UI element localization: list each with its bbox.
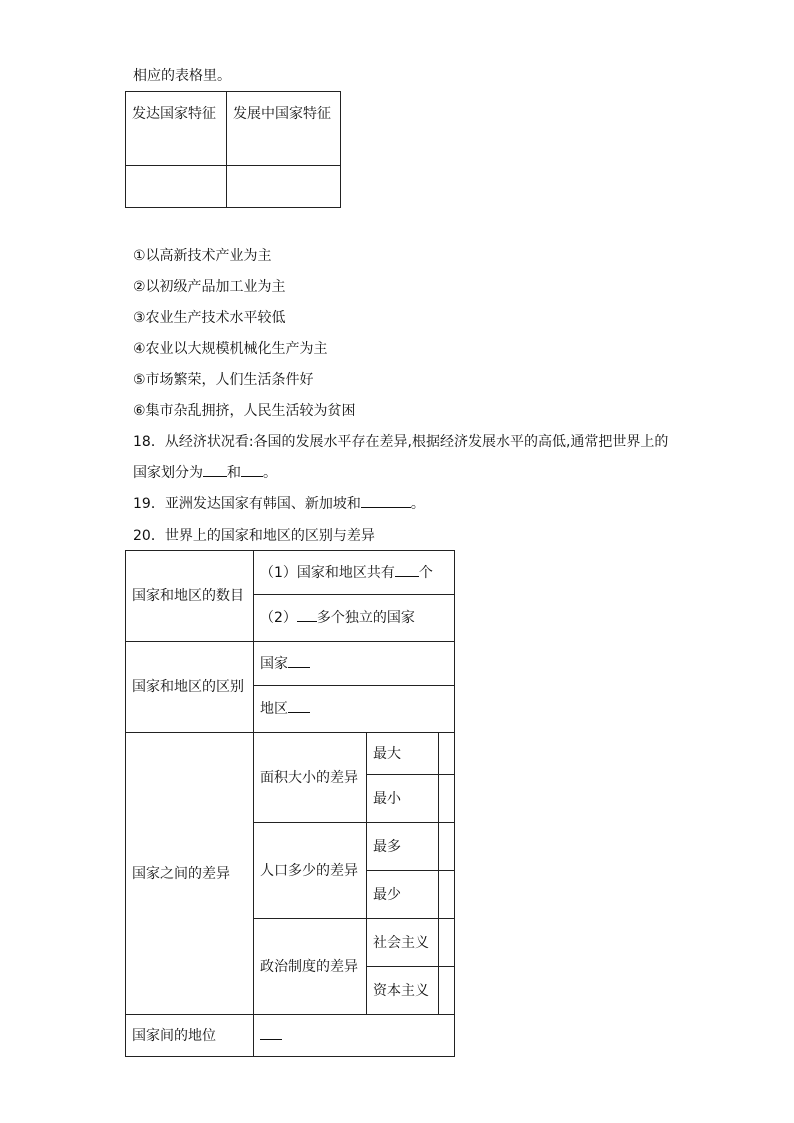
option-2: ②以初级产品加工业为主 — [133, 279, 286, 295]
population-min-label: 最少 — [367, 871, 439, 919]
q19-line: 19．亚洲发达国家有韩国、新加坡和 。 — [133, 496, 425, 512]
count-blank-1[interactable] — [395, 564, 419, 577]
option-6: ⑥集市杂乱拥挤，人民生活较为贫困 — [133, 403, 356, 419]
area-max-answer[interactable] — [439, 733, 455, 775]
q19-blank[interactable] — [361, 495, 411, 508]
country-blank[interactable] — [288, 655, 310, 668]
q18-blank-1[interactable] — [203, 464, 227, 477]
socialism-answer[interactable] — [439, 919, 455, 967]
area-max-label: 最大 — [367, 733, 439, 775]
q18-blank-2[interactable] — [241, 464, 263, 477]
population-max-answer[interactable] — [439, 823, 455, 871]
label-between: 国家之间的差异 — [126, 733, 254, 1015]
answer-cell-developed[interactable] — [126, 166, 227, 208]
capitalism-label: 资本主义 — [367, 967, 439, 1015]
option-3: ③农业生产技术水平较低 — [133, 310, 286, 326]
label-difference: 国家和地区的区别 — [126, 642, 254, 733]
count-blank-2[interactable] — [297, 609, 317, 622]
q18-line1: 18．从经济状况看:各国的发展水平存在差异,根据经济发展水平的高低,通常把世界上的 — [133, 434, 669, 450]
count-row-1: （1）国家和地区共有 个 — [254, 551, 455, 595]
header-developing: 发展中国家特征 — [227, 92, 341, 166]
option-4: ④农业以大规模机械化生产为主 — [133, 341, 328, 357]
q18-line2: 国家划分为 和 。 — [133, 465, 277, 481]
country-row: 国家 — [254, 642, 455, 686]
q20-title: 20．世界上的国家和地区的区别与差异 — [133, 528, 375, 544]
region-row: 地区 — [254, 686, 455, 733]
count-row-2: （2） 多个独立的国家 — [254, 595, 455, 642]
status-blank[interactable] — [260, 1027, 282, 1040]
area-label: 面积大小的差异 — [254, 733, 367, 823]
region-blank[interactable] — [288, 700, 310, 713]
option-1: ①以高新技术产业为主 — [133, 248, 272, 264]
header-developed: 发达国家特征 — [126, 92, 227, 166]
area-min-label: 最小 — [367, 775, 439, 823]
countries-regions-table — [125, 550, 455, 1057]
status-row — [254, 1015, 455, 1057]
politics-label: 政治制度的差异 — [254, 919, 367, 1015]
label-count: 国家和地区的数目 — [126, 551, 254, 642]
population-max-label: 最多 — [367, 823, 439, 871]
capitalism-answer[interactable] — [439, 967, 455, 1015]
socialism-label: 社会主义 — [367, 919, 439, 967]
answer-cell-developing[interactable] — [227, 166, 341, 208]
classification-table — [125, 91, 341, 208]
population-min-answer[interactable] — [439, 871, 455, 919]
population-label: 人口多少的差异 — [254, 823, 367, 919]
intro-text: 相应的表格里。 — [133, 68, 231, 84]
label-status: 国家间的地位 — [126, 1015, 254, 1057]
area-min-answer[interactable] — [439, 775, 455, 823]
option-5: ⑤市场繁荣，人们生活条件好 — [133, 372, 314, 388]
